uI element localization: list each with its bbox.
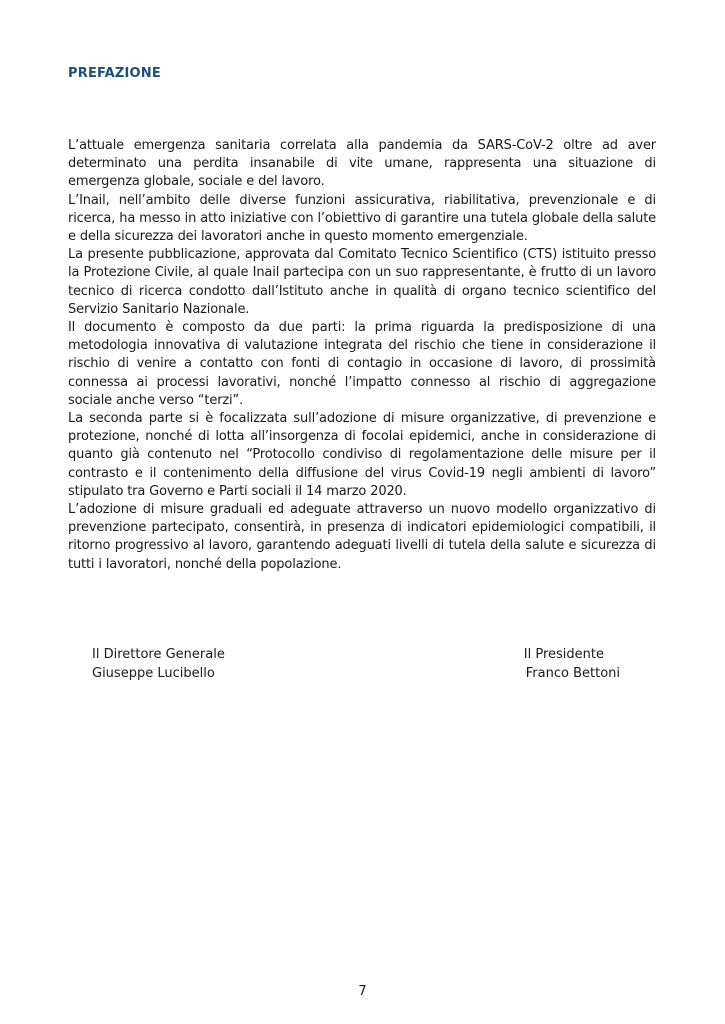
page-title: PREFAZIONE (68, 66, 161, 81)
paragraph: L’adozione di misure graduali ed adeguate attraverso un nuovo modello organizzativo di prevenzione partecipato, consentirà, in presenza di indicatori epidemiologici compatibili, il ritorno progressivo al lavoro, garantendo adeguati livelli di tutela della salute e sicurezza di tutti i lavoratori, nonché della popolazione. (68, 502, 656, 572)
paragraph: Il documento è composto da due parti: la prima riguarda la predisposizione di una metodologia innovativa di valutazione integrata del rischio che tiene in considerazione il rischio di venire a contatto con fonti di contagio in occasione di lavoro, di prossimità connessa ai processi lavorativi, nonché l’impatto connesso al rischio di aggregazione sociale anche verso “terzi”. (68, 320, 656, 408)
paragraph: La presente pubblicazione, approvata dal Comitato Tecnico Scientifico (CTS) istituito presso la Protezione Civile, al quale Inail partecipa con un suo rappresentante, è frutto di un lavoro tecnico di ricerca condotto dall’Istituto anche in qualità di organo tecnico scientifico del Servizio Sanitario Nazionale. (68, 247, 656, 317)
paragraph: La seconda parte si è focalizzata sull’adozione di misure organizzative, di prevenzione e protezione, nonché di lotta all’insorgenza di focolai epidemici, anche in considerazione di quanto già contenuto nel “Protocollo condiviso di regolamentazione delle misure per il contrasto e il contenimento della diffusione del virus Covid-19 negli ambienti di lavoro” stipulato tra Governo e Parti sociali il 14 marzo 2020. (68, 411, 656, 499)
preface-body (68, 137, 656, 574)
paragraph: L’attuale emergenza sanitaria correlata alla pandemia da SARS-CoV-2 oltre ad aver determinato una perdita insanabile di vite umane, rappresenta una situazione di emergenza globale, sociale e del lavoro. (68, 138, 656, 190)
signature-name: Franco Bettoni (525, 665, 620, 681)
signature-name: Giuseppe Lucibello (92, 665, 215, 681)
signature-president (524, 646, 620, 683)
signature-title: Il Presidente (523, 647, 604, 662)
signature-director (92, 646, 225, 683)
paragraph: L’Inail, nell’ambito delle diverse funzioni assicurativa, riabilitativa, prevenzionale e di ricerca, ha messo in atto iniziative con l’obiettivo di garantire una tutela globale della salute e della sicurezza dei lavoratori anche in questo momento emergenziale. (68, 192, 656, 245)
page-number: 7 (358, 984, 367, 999)
signature-title: Il Direttore Generale (92, 647, 225, 662)
